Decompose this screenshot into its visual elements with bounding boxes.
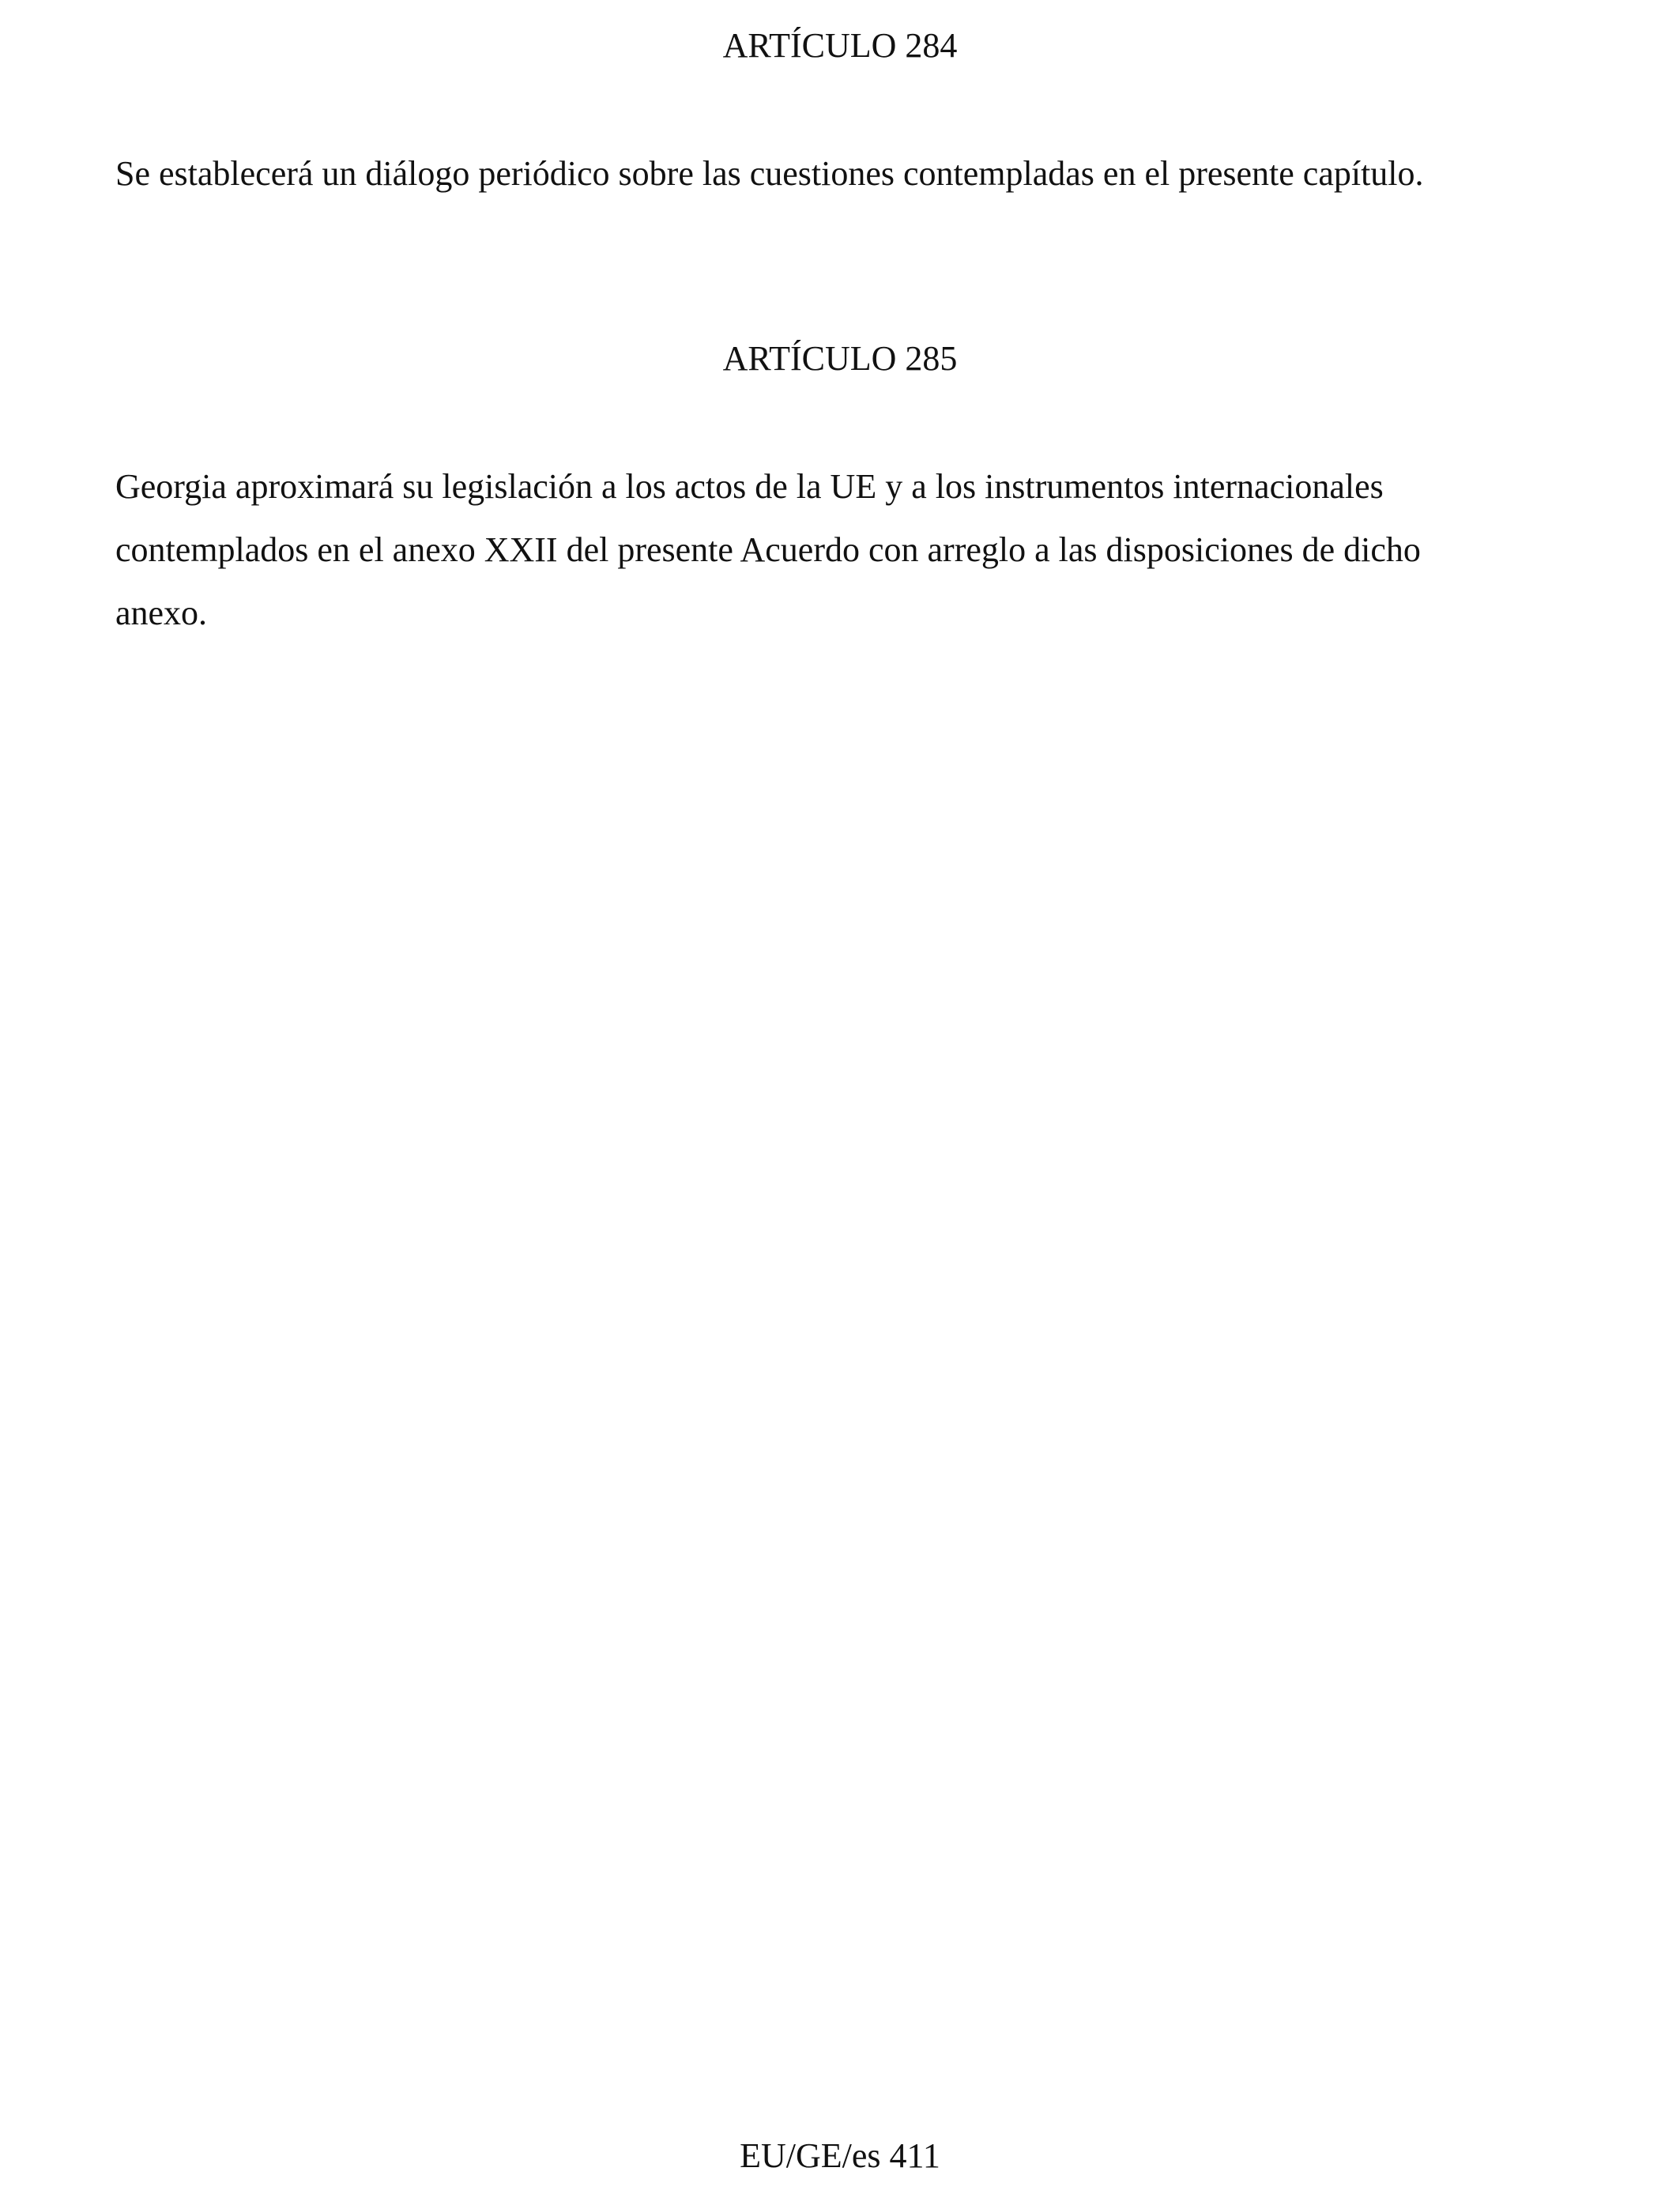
paragraph-line: Georgia aproximará su legislación a los actos de la UE y a los instrumentos internacionales [115,467,1384,506]
article-284-paragraph [115,142,1585,205]
article-285-paragraph [115,455,1585,645]
article-heading-285: ARTÍCULO 285 [722,339,958,378]
article-heading-284: ARTÍCULO 284 [722,26,958,65]
paragraph-line: Se establecerá un diálogo periódico sobre las cuestiones contempladas en el presente capítulo. [115,154,1424,193]
page-footer-reference: EU/GE/es 411 [740,2136,940,2175]
paragraph-line: anexo. [115,594,208,632]
paragraph-line: contemplados en el anexo XXII del presente Acuerdo con arreglo a las disposiciones de dicho [115,530,1421,569]
